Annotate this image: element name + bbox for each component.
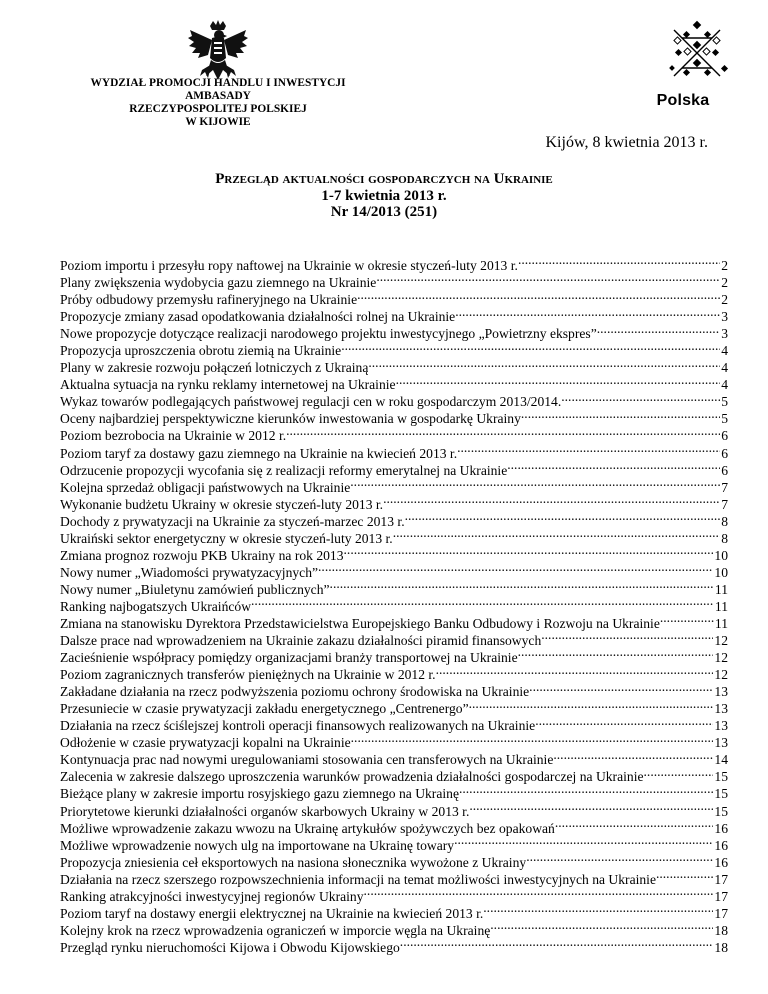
toc-entry-title: Ukraiński sektor energetyczny w okresie styczeń-luty 2013 r. (60, 530, 393, 546)
toc-entry-title: Kolejna sprzedaż obligacji państwowych na Ukrainie (60, 479, 351, 495)
toc-dot-leader (469, 696, 714, 713)
toc-entry-page: 3 (721, 309, 728, 325)
toc-entry-page: 15 (714, 769, 728, 785)
toc-dot-leader (526, 850, 713, 867)
toc-dot-leader (396, 372, 721, 389)
toc-entry-title: Priorytetowe kierunki działalności organów skarbowych Ukrainy w 2013 r. (60, 803, 470, 819)
toc-dot-leader (454, 833, 713, 850)
toc-entry-title: Zmiana na stanowisku Dyrektora Przedstawicielstwa Europejskiego Banku Odbudowy i Rozwoju na Ukrainie (60, 615, 660, 631)
toc-entry-title: Możliwe wprowadzenie nowych ulg na importowane na Ukrainę towary (60, 837, 455, 853)
toc-dot-leader (541, 628, 713, 645)
toc-entry-page: 17 (714, 905, 728, 921)
toc-entry-page: 6 (721, 445, 728, 461)
toc-entry-page: 4 (721, 377, 728, 393)
toc-dot-leader (469, 799, 713, 816)
toc-entry-title: Ranking atrakcyjności inwestycyjnej regionów Ukrainy (60, 888, 364, 904)
toc-entry-title: Poziom importu i przesyłu ropy naftowej na Ukrainie w okresie styczeń-luty 2013 r. (60, 258, 518, 273)
toc-entry-title: Ranking najbogatszych Ukraińców (60, 598, 252, 614)
toc-dot-leader (330, 577, 714, 594)
toc-dot-leader (459, 781, 713, 798)
toc-entry-title: Dochody z prywatyzacji na Ukrainie za styczeń-marzec 2013 r. (60, 513, 405, 529)
document-date: Kijów, 8 kwietnia 2013 r. (545, 134, 708, 151)
toc-entry-page: 17 (714, 888, 728, 904)
toc-entry-title: Odrzucenie propozycji wycofania się z realizacji reformy emerytalnej na Ukrainie (60, 462, 508, 478)
toc-entry-page: 8 (721, 513, 728, 529)
toc-entry-page: 11 (714, 598, 728, 614)
toc-dot-leader (350, 475, 720, 492)
toc-entry-page: 10 (714, 547, 728, 563)
toc-dot-leader (483, 901, 713, 918)
toc-entry-page: 5 (721, 411, 728, 427)
toc-entry-title: Kolejny krok na rzecz wprowadzenia ograniczeń w imporcie węgla na Ukrainę (60, 922, 491, 938)
toc-entry-page: 6 (721, 462, 728, 478)
org-line: AMBASADY (185, 90, 251, 102)
document-number: Nr 14/2013 (251) (330, 204, 438, 220)
toc-entry-page: 18 (714, 939, 728, 955)
toc-dot-leader (490, 918, 713, 935)
toc-dot-leader (555, 816, 714, 833)
toc-dot-leader (656, 867, 713, 884)
toc-entry-title: Plany w zakresie rozwoju połączeń lotniczych z Ukrainą (60, 360, 369, 376)
toc-entry-title: Poziom bezrobocia na Ukrainie w 2012 r. (60, 428, 287, 444)
toc-dot-leader (318, 560, 713, 577)
org-line: W KIJOWIE (185, 116, 251, 128)
toc-dot-leader (597, 321, 720, 338)
toc-entry-page: 13 (714, 701, 728, 717)
toc-entry-title: Zalecenia w zakresie dalszego uproszczenia warunków prowadzenia działalności gospodarczej na Ukrainie (60, 769, 644, 785)
toc-dot-leader (400, 935, 714, 952)
toc-entry-title: Nowy numer „Wiadomości prywatyzacyjnych” (60, 564, 319, 580)
toc-entry-page: 7 (721, 479, 728, 495)
toc-entry-page: 18 (714, 922, 728, 938)
toc-entry-page: 12 (714, 667, 728, 683)
toc-entry-page: 16 (714, 854, 728, 870)
toc-entry-title: Aktualna sytuacja na rynku reklamy internetowej na Ukrainie (60, 377, 396, 393)
toc-entry-page: 16 (714, 820, 728, 836)
toc-entry-page: 13 (714, 718, 728, 734)
document-period: 1-7 kwietnia 2013 r. (321, 188, 447, 204)
toc-entry-title: Działania na rzecz ściślejszej kontroli operacji finansowych realizowanych na Ukrainie (60, 718, 536, 734)
toc-dot-leader (344, 543, 714, 560)
toc-entry-page: 2 (721, 292, 728, 308)
org-line: RZECZYPOSPOLITEJ POLSKIEJ (129, 103, 307, 115)
toc-entry-page: 4 (721, 360, 728, 376)
toc-dot-leader (535, 713, 713, 730)
toc-entry-title: Nowy numer „Biuletynu zamówień publicznych” (60, 581, 330, 597)
toc-entry-page: 11 (714, 615, 728, 631)
toc-dot-leader (393, 526, 721, 543)
toc-entry-page: 13 (714, 735, 728, 751)
toc-dot-leader (436, 662, 714, 679)
toc-entry-page: 4 (721, 343, 728, 359)
toc-dot-leader (457, 441, 720, 458)
toc-dot-leader (364, 884, 714, 901)
toc-dot-leader (518, 645, 714, 662)
toc-dot-leader (529, 679, 713, 696)
toc-dot-leader (368, 355, 720, 372)
toc-entry-page: 12 (714, 650, 728, 666)
toc-dot-leader (357, 287, 720, 304)
toc-entry-page: 16 (714, 837, 728, 853)
toc-entry-page: 14 (714, 752, 728, 768)
toc-entry-page: 3 (721, 326, 728, 342)
toc-dot-leader (383, 492, 720, 509)
toc-entry-title: Możliwe wprowadzenie zakazu wwozu na Ukrainę artykułów spożywczych bez opakowań (60, 820, 555, 836)
toc-entry-title: Propozycja uproszczenia obrotu ziemią na Ukrainie (60, 343, 342, 359)
organization-header (50, 77, 386, 129)
toc-dot-leader (660, 611, 714, 628)
toc-entry-page: 2 (721, 275, 728, 291)
toc-dot-leader (251, 594, 714, 611)
toc-entry-title: Propozycja zniesienia ceł eksportowych na nasiona słonecznika wywożone z Ukrainy (60, 854, 527, 870)
toc-entry-title: Poziom taryf na dostawy energii elektrycznej na Ukrainie na kwiecień 2013 r. (60, 905, 484, 921)
table-of-contents (60, 253, 728, 955)
toc-dot-leader (351, 730, 714, 747)
toc-dot-leader (507, 458, 720, 475)
toc-entry-page: 8 (721, 530, 728, 546)
toc-entry-page: 5 (721, 394, 728, 410)
toc-entry-page: 15 (714, 803, 728, 819)
toc-dot-leader (518, 253, 720, 270)
toc-entry-page: 13 (714, 684, 728, 700)
toc-entry-title: Bieżące plany w zakresie importu rosyjskiego gazu ziemnego na Ukrainę (60, 786, 459, 802)
toc-entry-page: 7 (721, 496, 728, 512)
toc-entry-page: 2 (721, 258, 728, 273)
toc-entry-page: 11 (714, 581, 728, 597)
toc-entry-title: Zmiana prognoz rozwoju PKB Ukrainy na rok 2013 (60, 547, 344, 563)
toc-entry-title: Nowe propozycje dotyczące realizacji narodowego projektu inwestycyjnego „Powietrzny ekspres” (60, 326, 597, 342)
org-line: WYDZIAŁ PROMOCJI HANDLU I INWESTYCJI (90, 77, 346, 89)
polska-logo-text: Polska (656, 92, 710, 109)
toc-entry-title: Poziom taryf za dostawy gazu ziemnego na Ukrainie na kwiecień 2013 r. (60, 445, 458, 461)
toc-dot-leader (341, 338, 720, 355)
toc-entry-title: Zakładane działania na rzecz podwyższenia poziomu ochrony środowiska na Ukrainie (60, 684, 530, 700)
toc-entry-title: Wykaz towarów podlegających państwowej regulacji cen w roku gospodarczym 2013/2014. (60, 394, 562, 410)
toc-dot-leader (561, 389, 720, 406)
toc-entry-page: 17 (714, 871, 728, 887)
toc-entry-title: Oceny najbardziej perspektywiczne kierunków inwestowania w gospodarkę Ukrainy (60, 411, 521, 427)
toc-entry-title: Próby odbudowy przemysłu rafineryjnego na Ukrainie (60, 292, 358, 308)
toc-entry-page: 6 (721, 428, 728, 444)
document-title: Przegląd aktualności gospodarczych na Ukrainie (215, 171, 553, 187)
toc-dot-leader (286, 423, 720, 440)
toc-entry-title: Propozycje zmiany zasad opodatkowania działalności rolnej na Ukrainie (60, 309, 456, 325)
toc-entry-title: Dalsze prace nad wprowadzeniem na Ukrainie zakazu działalności piramid finansowych (60, 633, 542, 649)
toc-entry-title: Przegląd rynku nieruchomości Kijowa i Obwodu Kijowskiego (60, 939, 400, 955)
toc-entry-title: Odłożenie w czasie prywatyzacji kopalni na Ukrainie (60, 735, 351, 751)
toc-dot-leader (644, 764, 714, 781)
toc-dot-leader (455, 304, 720, 321)
toc-dot-leader (521, 406, 720, 423)
toc-entry-title: Plany zwiększenia wydobycia gazu ziemnego na Ukrainie (60, 275, 377, 291)
toc-entry[interactable] (60, 253, 728, 273)
toc-entry-title: Działania na rzecz szerszego rozpowszechnienia informacji na temat możliwości inwestycyjnych na Ukrainie (60, 871, 656, 887)
toc-dot-leader (376, 270, 720, 287)
toc-dot-leader (405, 509, 721, 526)
toc-entry-title: Przesuniecie w czasie prywatyzacji zakładu energetycznego „Centrenergo” (60, 701, 469, 717)
toc-entry-page: 12 (714, 633, 728, 649)
toc-entry-title: Kontynuacja prac nad nowymi uregulowaniami stosowania cen transferowych na Ukrainie (60, 752, 554, 768)
toc-entry-title: Zacieśnienie współpracy pomiędzy organizacjami branży transportowej na Ukrainie (60, 650, 518, 666)
toc-entry-title: Wykonanie budżetu Ukrainy w okresie styczeń-luty 2013 r. (60, 496, 384, 512)
toc-entry-page: 10 (714, 564, 728, 580)
document-title-block (0, 170, 768, 220)
toc-entry-page: 15 (714, 786, 728, 802)
toc-dot-leader (553, 747, 713, 764)
toc-entry-title: Poziom zagranicznych transferów pieniężnych na Ukrainie w 2012 r. (60, 667, 436, 683)
